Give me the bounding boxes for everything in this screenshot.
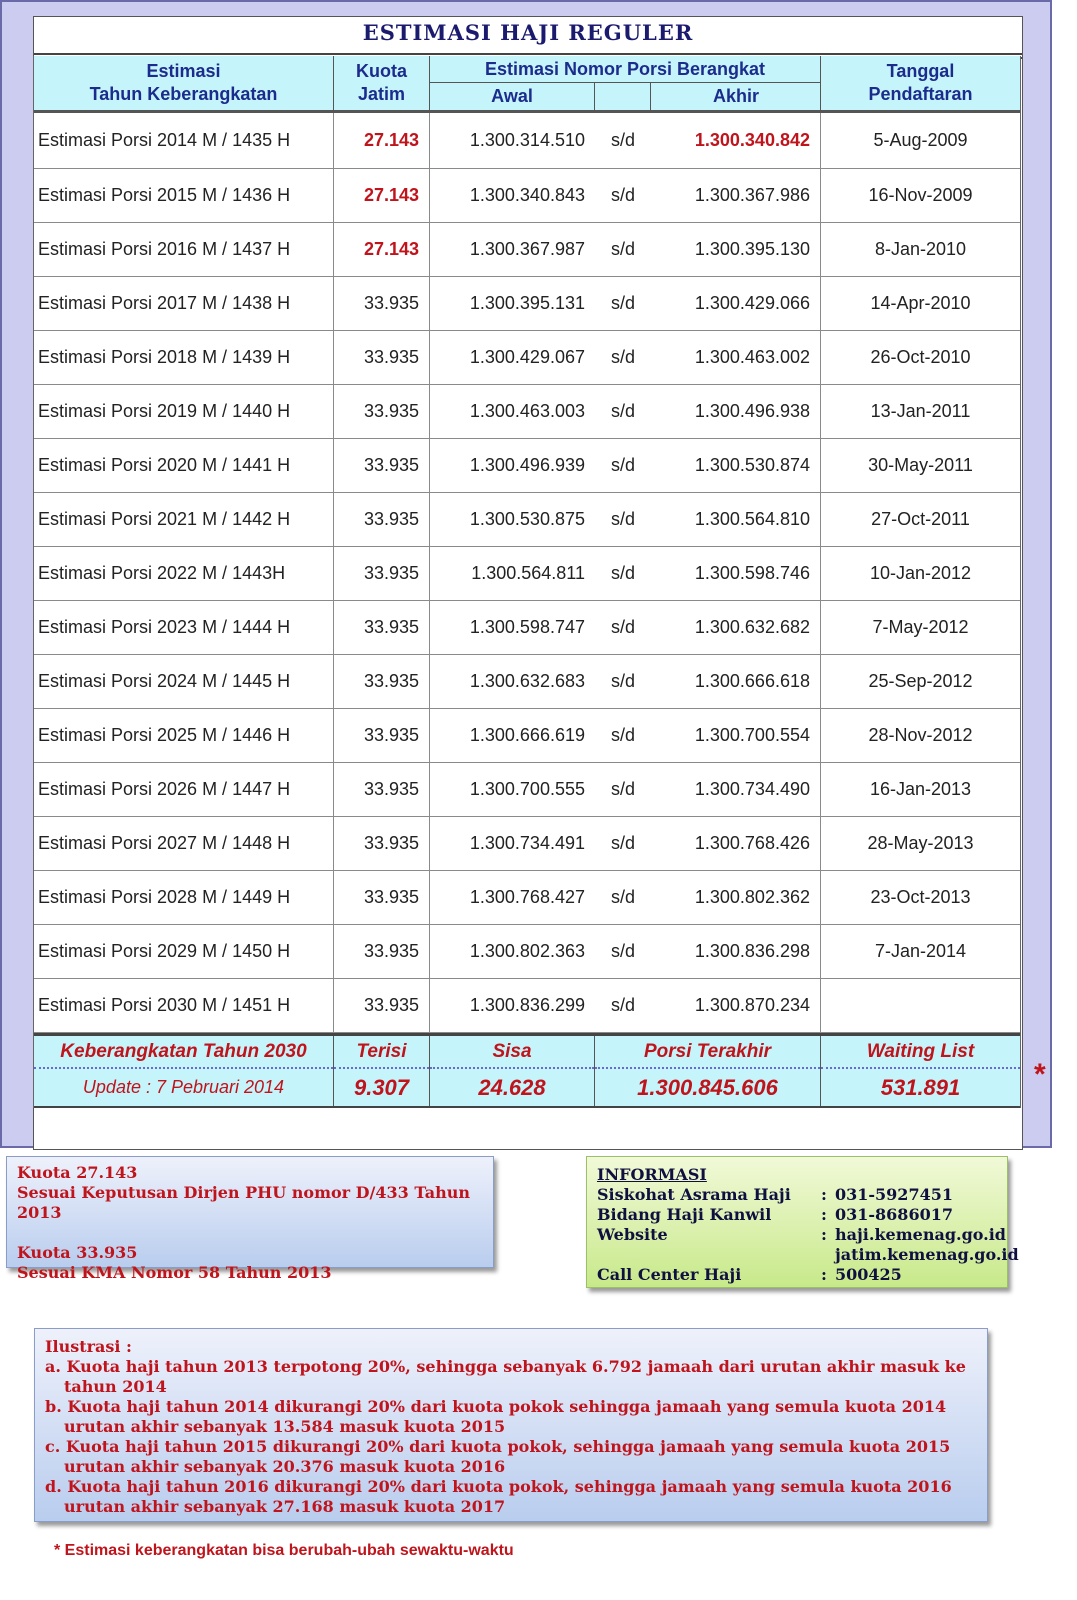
row-kuota: 33.935 — [334, 709, 430, 762]
row-label: Estimasi Porsi 2023 M / 1444 H — [34, 601, 334, 654]
summary-porsi-value: 1.300.845.606 — [637, 1074, 778, 1100]
asterisk-mark: * — [1034, 1058, 1046, 1091]
row-kuota: 27.143 — [334, 223, 430, 276]
informasi-key: Siskohat Asrama Haji — [597, 1185, 791, 1204]
informasi-key: Call Center Haji — [597, 1265, 742, 1284]
row-awal: 1.300.429.067 — [469, 347, 585, 367]
row-sd: s/d — [610, 563, 635, 583]
row-label: Estimasi Porsi 2024 M / 1445 H — [34, 655, 334, 708]
informasi-value: jatim.kemenag.go.id — [835, 1245, 1019, 1264]
table-row — [34, 169, 1020, 223]
informasi-key: Website — [597, 1225, 668, 1244]
table-row — [34, 763, 1020, 817]
row-akhir: 1.300.530.874 — [651, 439, 821, 492]
row-tanggal: 16-Nov-2009 — [868, 185, 973, 205]
row-kuota: 33.935 — [334, 979, 430, 1032]
kuota-note-line2: Sesuai Keputusan Dirjen PHU nomor D/433 Tahun 2013 — [17, 1183, 471, 1222]
informasi-value: haji.kemenag.go.id — [835, 1225, 1006, 1244]
table-row — [34, 113, 1020, 169]
header-tanggal — [821, 56, 1020, 110]
row-sd: s/d — [610, 401, 635, 421]
summary-row — [34, 1033, 1020, 1108]
informasi-value: 500425 — [835, 1265, 902, 1284]
row-akhir: 1.300.496.938 — [651, 385, 821, 438]
ilustrasi-item: c. Kuota haji tahun 2015 dikurangi 20% dari kuota pokok, sehingga jamaah yang semula kuota 2015 urutan akhir sebanyak 20.376 masuk kuota 2016 — [45, 1437, 951, 1476]
row-sd: s/d — [610, 887, 635, 907]
row-sd: s/d — [610, 455, 635, 475]
row-akhir: 1.300.836.298 — [651, 925, 821, 978]
row-akhir: 1.300.598.746 — [651, 547, 821, 600]
row-awal: 1.300.496.939 — [469, 455, 585, 475]
row-label: Estimasi Porsi 2014 M / 1435 H — [34, 113, 334, 168]
row-kuota: 33.935 — [334, 439, 430, 492]
row-akhir: 1.300.340.842 — [651, 113, 821, 168]
informasi-value: 031-5927451 — [835, 1185, 953, 1204]
table-row — [34, 709, 1020, 763]
informasi-item — [597, 1265, 997, 1285]
summary-year-label: Keberangkatan Tahun 2030 — [34, 1036, 333, 1069]
header-akhir: Akhir — [712, 86, 759, 106]
informasi-sep: : — [821, 1265, 827, 1284]
row-kuota: 33.935 — [334, 871, 430, 924]
table-body — [34, 113, 1020, 1033]
summary-update: Update : 7 Pebruari 2014 — [82, 1077, 285, 1097]
row-awal: 1.300.340.843 — [469, 185, 585, 205]
row-awal: 1.300.768.427 — [469, 887, 585, 907]
informasi-key: Bidang Haji Kanwil — [597, 1205, 772, 1224]
informasi-sep: : — [821, 1225, 827, 1244]
estimasi-table — [33, 56, 1021, 1108]
row-sd: s/d — [610, 995, 635, 1015]
header-porsi: Estimasi Nomor Porsi Berangkat — [430, 56, 820, 83]
row-sd: s/d — [610, 509, 635, 529]
row-tanggal: 13-Jan-2011 — [870, 401, 971, 421]
row-label: Estimasi Porsi 2019 M / 1440 H — [34, 385, 334, 438]
kuota-note-line3: Kuota 33.935 — [17, 1243, 138, 1262]
row-kuota: 33.935 — [334, 817, 430, 870]
header-sd-spacer — [595, 83, 651, 110]
table-row — [34, 817, 1020, 871]
header-kuota-line1: Kuota — [356, 61, 407, 81]
row-tanggal: 26-Oct-2010 — [870, 347, 971, 367]
table-row — [34, 277, 1020, 331]
row-akhir: 1.300.802.362 — [651, 871, 821, 924]
summary-sisa-label: Sisa — [430, 1036, 594, 1069]
row-tanggal: 7-Jan-2014 — [874, 941, 967, 961]
row-awal: 1.300.367.987 — [469, 239, 585, 259]
row-awal: 1.300.666.619 — [469, 725, 585, 745]
informasi-box — [586, 1156, 1019, 1288]
row-awal: 1.300.734.491 — [469, 833, 585, 853]
informasi-item — [597, 1205, 997, 1225]
row-akhir: 1.300.768.426 — [651, 817, 821, 870]
row-label: Estimasi Porsi 2015 M / 1436 H — [34, 169, 334, 222]
summary-terisi-value: 9.307 — [353, 1074, 410, 1100]
summary-terisi — [334, 1036, 430, 1106]
row-awal: 1.300.463.003 — [469, 401, 585, 421]
row-tanggal: 10-Jan-2012 — [869, 563, 972, 583]
row-label: Estimasi Porsi 2029 M / 1450 H — [34, 925, 334, 978]
informasi-list — [597, 1185, 1019, 1285]
row-label: Estimasi Porsi 2018 M / 1439 H — [34, 331, 334, 384]
table-row — [34, 385, 1020, 439]
summary-waiting — [821, 1036, 1020, 1106]
row-sd: s/d — [610, 833, 635, 853]
table-row — [34, 493, 1020, 547]
table-row — [34, 223, 1020, 277]
row-akhir: 1.300.734.490 — [651, 763, 821, 816]
row-awal: 1.300.836.299 — [469, 995, 585, 1015]
header-awal: Awal — [430, 83, 595, 110]
row-tanggal: 7-May-2012 — [872, 617, 969, 637]
row-label: Estimasi Porsi 2027 M / 1448 H — [34, 817, 334, 870]
row-label: Estimasi Porsi 2022 M / 1443H — [34, 547, 334, 600]
table-row — [34, 439, 1020, 493]
row-label: Estimasi Porsi 2020 M / 1441 H — [34, 439, 334, 492]
row-akhir: 1.300.395.130 — [651, 223, 821, 276]
header-porsi-group — [430, 56, 821, 110]
row-sd: s/d — [610, 941, 635, 961]
row-awal: 1.300.802.363 — [469, 941, 585, 961]
header-tahun-line2: Tahun Keberangkatan — [89, 84, 278, 104]
header-tahun — [34, 56, 334, 110]
row-kuota: 33.935 — [334, 925, 430, 978]
row-awal: 1.300.700.555 — [469, 779, 585, 799]
row-sd: s/d — [610, 293, 635, 313]
summary-year — [34, 1036, 334, 1106]
row-akhir: 1.300.666.618 — [651, 655, 821, 708]
table-row — [34, 925, 1020, 979]
header-tanggal-line1: Tanggal — [886, 61, 955, 81]
row-tanggal: 5-Aug-2009 — [873, 130, 968, 150]
kuota-note-line1: Kuota 27.143 — [17, 1163, 138, 1182]
row-awal: 1.300.564.811 — [471, 563, 585, 583]
ilustrasi-item: d. Kuota haji tahun 2016 dikurangi 20% dari kuota pokok, sehingga jamaah yang semula kuota 2016 urutan akhir sebanyak 27.168 masuk kuota 2017 — [45, 1477, 952, 1516]
kuota-note-box — [6, 1156, 494, 1282]
row-awal: 1.300.530.875 — [469, 509, 585, 529]
row-awal: 1.300.598.747 — [469, 617, 585, 637]
table-row — [34, 331, 1020, 385]
row-label: Estimasi Porsi 2028 M / 1449 H — [34, 871, 334, 924]
header-tanggal-line2: Pendaftaran — [868, 84, 973, 104]
row-label: Estimasi Porsi 2025 M / 1446 H — [34, 709, 334, 762]
informasi-sep: : — [821, 1185, 827, 1204]
row-sd: s/d — [610, 617, 635, 637]
row-kuota: 33.935 — [334, 385, 430, 438]
summary-waiting-label: Waiting List — [821, 1036, 1020, 1069]
header-kuota — [334, 56, 430, 110]
table-header — [34, 56, 1020, 113]
row-akhir: 1.300.367.986 — [651, 169, 821, 222]
row-tanggal: 28-May-2013 — [867, 833, 974, 853]
ilustrasi-list — [45, 1357, 977, 1517]
row-awal: 1.300.632.683 — [469, 671, 585, 691]
header-tahun-line1: Estimasi — [146, 61, 221, 81]
row-tanggal: 25-Sep-2012 — [868, 671, 973, 691]
row-akhir: 1.300.463.002 — [651, 331, 821, 384]
row-kuota: 33.935 — [334, 655, 430, 708]
row-tanggal: 8-Jan-2010 — [874, 239, 967, 259]
row-akhir: 1.300.564.810 — [651, 493, 821, 546]
kuota-note-line4: Sesuai KMA Nomor 58 Tahun 2013 — [17, 1263, 332, 1282]
row-sd: s/d — [610, 725, 635, 745]
summary-terisi-label: Terisi — [334, 1036, 429, 1069]
summary-sisa — [430, 1036, 595, 1106]
disclaimer: * Estimasi keberangkatan bisa berubah-ubah sewaktu-waktu — [54, 1542, 514, 1559]
row-sd: s/d — [610, 185, 635, 205]
summary-waiting-value: 531.891 — [880, 1074, 961, 1100]
header-kuota-line2: Jatim — [357, 84, 406, 104]
ilustrasi-box — [34, 1328, 988, 1522]
row-kuota: 33.935 — [334, 547, 430, 600]
table-row — [34, 547, 1020, 601]
row-label: Estimasi Porsi 2021 M / 1442 H — [34, 493, 334, 546]
row-tanggal: 28-Nov-2012 — [868, 725, 973, 745]
row-tanggal: 14-Apr-2010 — [870, 293, 971, 313]
page-title: ESTIMASI HAJI REGULER — [362, 20, 694, 45]
row-akhir: 1.300.700.554 — [651, 709, 821, 762]
row-tanggal — [821, 979, 1020, 1032]
table-row — [34, 601, 1020, 655]
table-row — [34, 979, 1020, 1033]
row-sd: s/d — [610, 239, 635, 259]
row-awal: 1.300.395.131 — [469, 293, 585, 313]
summary-porsi — [595, 1036, 821, 1106]
row-label: Estimasi Porsi 2017 M / 1438 H — [34, 277, 334, 330]
row-kuota: 33.935 — [334, 763, 430, 816]
informasi-item — [597, 1245, 1019, 1265]
ilustrasi-item: b. Kuota haji tahun 2014 dikurangi 20% dari kuota pokok sehingga jamaah yang semula kuota 2014 urutan akhir sebanyak 13.584 masuk kuota 2015 — [45, 1397, 947, 1436]
kuota-note-spacer — [17, 1223, 483, 1243]
informasi-sep: : — [821, 1205, 827, 1224]
row-tanggal: 16-Jan-2013 — [869, 779, 972, 799]
row-label: Estimasi Porsi 2016 M / 1437 H — [34, 223, 334, 276]
row-akhir: 1.300.870.234 — [651, 979, 821, 1032]
informasi-value: 031-8686017 — [835, 1205, 953, 1224]
title-divider — [34, 53, 1022, 55]
table-row — [34, 871, 1020, 925]
informasi-item — [597, 1225, 1006, 1245]
row-akhir: 1.300.429.066 — [651, 277, 821, 330]
summary-sisa-value: 24.628 — [478, 1074, 546, 1100]
row-akhir: 1.300.632.682 — [651, 601, 821, 654]
row-sd: s/d — [610, 347, 635, 367]
row-kuota: 33.935 — [334, 493, 430, 546]
row-tanggal: 30-May-2011 — [868, 455, 973, 475]
row-kuota: 33.935 — [334, 277, 430, 330]
row-kuota: 27.143 — [334, 169, 430, 222]
row-sd: s/d — [610, 130, 635, 150]
row-tanggal: 27-Oct-2011 — [871, 509, 970, 529]
summary-porsi-label: Porsi Terakhir — [595, 1036, 820, 1069]
ilustrasi-item: a. Kuota haji tahun 2013 terpotong 20%, sehingga sebanyak 6.792 jamaah dari urutan akhir masuk ke tahun 2014 — [45, 1357, 966, 1396]
row-kuota: 33.935 — [334, 331, 430, 384]
row-kuota: 27.143 — [334, 113, 430, 168]
row-tanggal: 23-Oct-2013 — [870, 887, 971, 907]
row-label: Estimasi Porsi 2030 M / 1451 H — [34, 979, 334, 1032]
row-awal: 1.300.314.510 — [469, 130, 585, 150]
row-sd: s/d — [610, 671, 635, 691]
table-row — [34, 655, 1020, 709]
row-kuota: 33.935 — [334, 601, 430, 654]
informasi-title: INFORMASI — [597, 1165, 707, 1184]
row-sd: s/d — [610, 779, 635, 799]
row-label: Estimasi Porsi 2026 M / 1447 H — [34, 763, 334, 816]
informasi-item — [597, 1185, 997, 1205]
ilustrasi-title: Ilustrasi : — [45, 1337, 132, 1356]
